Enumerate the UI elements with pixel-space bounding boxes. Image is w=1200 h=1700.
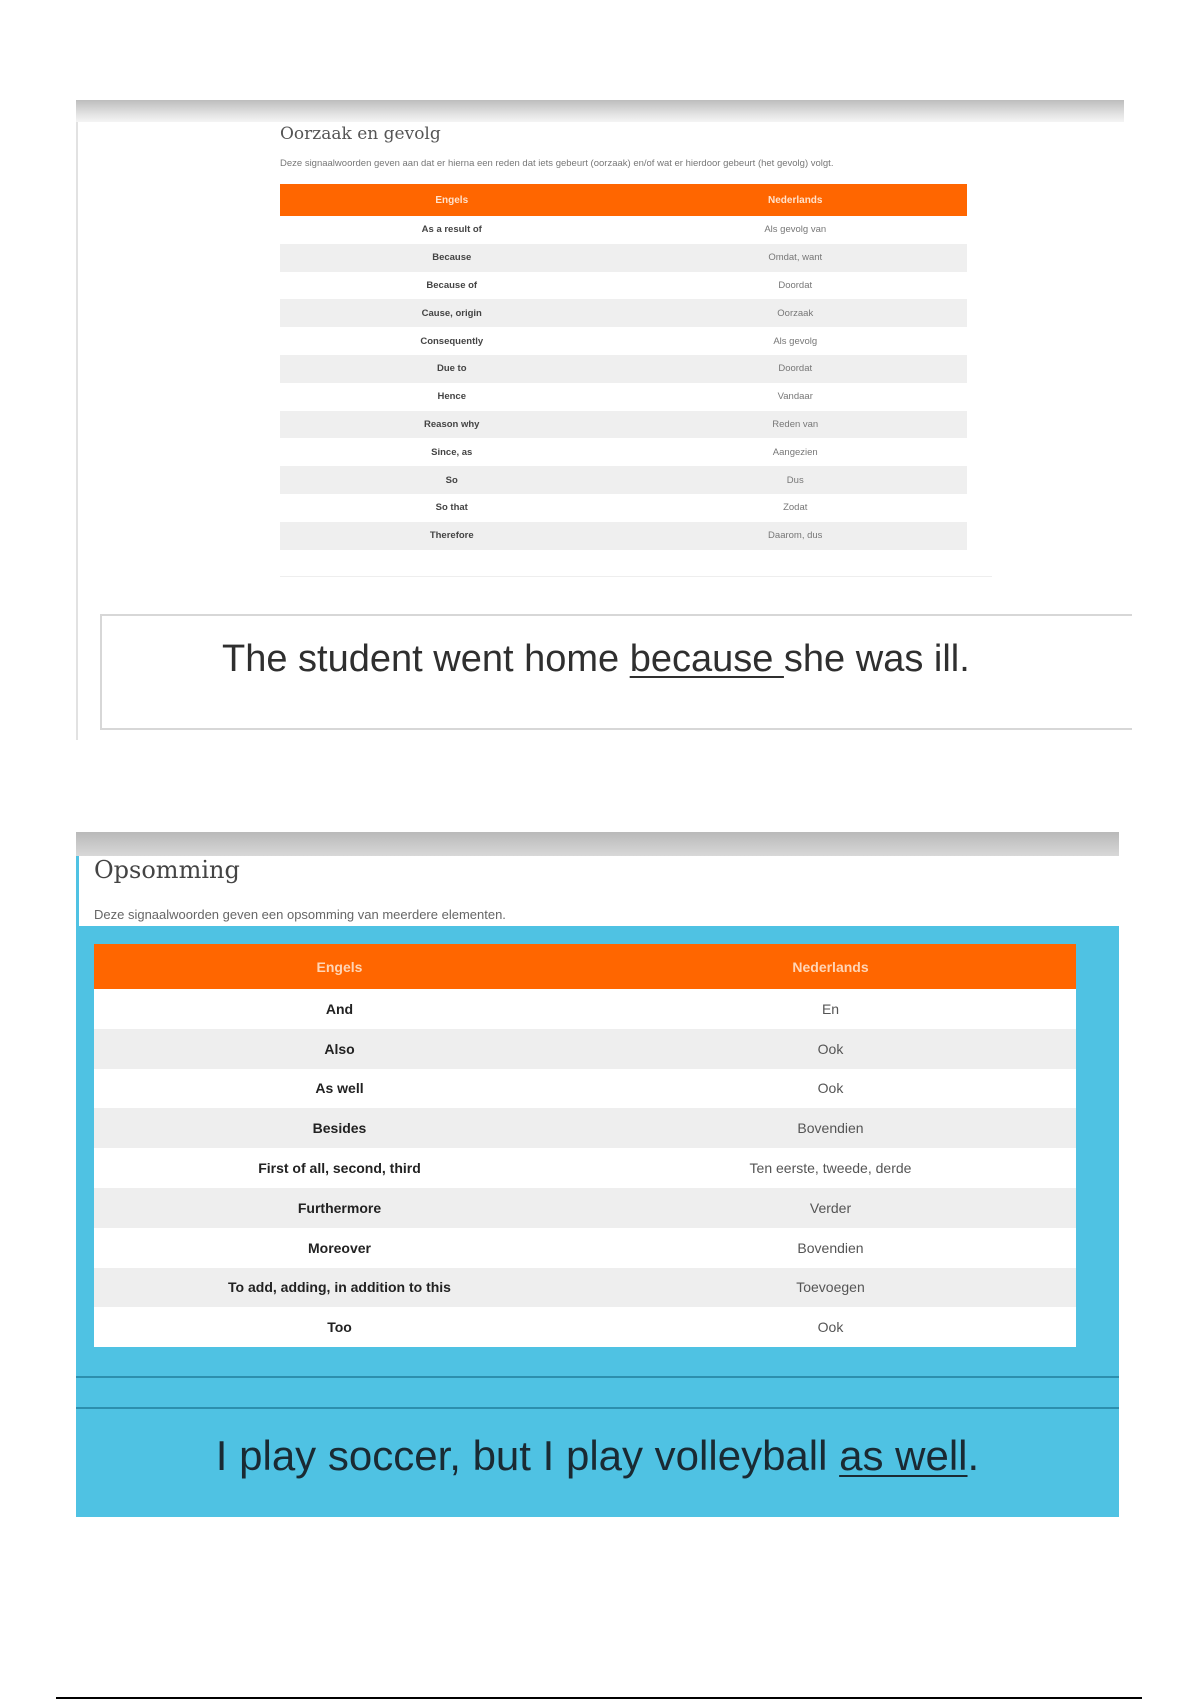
english-term: Because — [280, 244, 624, 272]
example-text-after: . — [967, 1432, 980, 1479]
header-english: Engels — [94, 944, 585, 989]
header-dutch: Nederlands — [585, 944, 1076, 989]
table-row — [280, 494, 967, 522]
dutch-term: Vandaar — [777, 391, 813, 403]
table-row — [280, 466, 967, 494]
dutch-term: Verder — [585, 1188, 1076, 1228]
dutch-term: Zodat — [783, 502, 808, 514]
example-text-before: The student went home — [222, 638, 630, 680]
dutch-term: Dus — [624, 466, 968, 494]
english-term: And — [94, 989, 585, 1029]
english-term: So — [280, 466, 624, 494]
table-row — [94, 1029, 1076, 1069]
table-row — [94, 1148, 1076, 1188]
table-row — [280, 411, 967, 439]
section-description: Deze signaalwoorden geven een opsomming van meerdere elementen. — [94, 907, 506, 922]
dutch-term: Doordat — [624, 355, 968, 383]
signal-words-table — [94, 944, 1076, 1347]
english-term: Therefore — [280, 522, 624, 550]
dutch-term: Daarom, dus — [624, 522, 968, 550]
table-row — [280, 272, 967, 300]
english-term: Reason why — [280, 411, 624, 439]
table-row — [280, 244, 967, 272]
example-signal-word: as well — [839, 1432, 968, 1479]
divider — [76, 1376, 1119, 1378]
dutch-term: Omdat, want — [624, 244, 968, 272]
table-row — [280, 383, 967, 411]
table-row — [94, 1268, 1076, 1308]
section-description: Deze signaalwoorden geven aan dat er hierna een reden dat iets gebeurt (oorzaak) en/of wat er hierdoor gebeurt (het gevolg) volgt. — [280, 158, 834, 169]
dutch-term: Doordat — [778, 279, 813, 291]
section-title: Opsomming — [94, 856, 240, 884]
card-left-border — [76, 122, 78, 740]
example-box — [100, 614, 1132, 730]
dutch-term: Bovendien — [585, 1228, 1076, 1268]
dutch-term: Toevoegen — [585, 1268, 1076, 1308]
example-signal-word: because — [629, 638, 784, 680]
english-term: Cause, origin — [280, 299, 624, 327]
page-footer-rule — [56, 1697, 1142, 1699]
table-header-row — [280, 184, 967, 216]
card-top-bar — [76, 832, 1119, 856]
dutch-term: Aangezien — [772, 446, 818, 458]
english-term: Hence — [437, 391, 466, 403]
card-top-bar — [76, 100, 1124, 122]
table-row — [94, 1188, 1076, 1228]
table-row — [94, 1108, 1076, 1148]
divider — [280, 576, 992, 577]
english-term: Due to — [280, 355, 624, 383]
english-term: Because of — [426, 279, 478, 291]
cause-effect-card — [76, 100, 1124, 740]
divider — [76, 1407, 1119, 1409]
dutch-term: Ook — [585, 1069, 1076, 1109]
dutch-term: Oorzaak — [624, 299, 968, 327]
english-term: First of all, second, third — [94, 1148, 585, 1188]
signal-words-table — [280, 184, 967, 550]
dutch-term: Ten eerste, tweede, derde — [585, 1148, 1076, 1188]
english-term: Moreover — [94, 1228, 585, 1268]
table-row — [280, 216, 967, 244]
section-title: Oorzaak en gevolg — [280, 124, 441, 144]
example-text-before: I play soccer, but I play volleyball — [215, 1432, 840, 1479]
card-left-accent — [76, 856, 79, 926]
english-term: Furthermore — [94, 1188, 585, 1228]
table-row — [280, 438, 967, 466]
example-text-after: she was ill. — [783, 638, 970, 680]
table-row — [94, 1069, 1076, 1109]
english-term: So that — [435, 502, 468, 514]
dutch-term: Ook — [585, 1029, 1076, 1069]
table-row — [94, 989, 1076, 1029]
table-header-row — [94, 944, 1076, 989]
english-term: Too — [94, 1307, 585, 1347]
table-row — [280, 299, 967, 327]
table-row — [94, 1228, 1076, 1268]
english-term: As a result of — [421, 224, 482, 236]
enumeration-card — [76, 832, 1119, 1517]
dutch-term: Reden van — [624, 411, 968, 439]
english-term: To add, adding, in addition to this — [94, 1268, 585, 1308]
table-row — [280, 522, 967, 550]
table-row — [280, 327, 967, 355]
dutch-term: Als gevolg van — [764, 224, 827, 236]
dutch-term: En — [585, 989, 1076, 1029]
example-sentence — [76, 1432, 1119, 1480]
english-term: Also — [94, 1029, 585, 1069]
english-term: As well — [94, 1069, 585, 1109]
english-term: Consequently — [420, 335, 484, 347]
table-row — [280, 355, 967, 383]
dutch-term: Als gevolg — [773, 335, 818, 347]
header-dutch: Nederlands — [624, 184, 968, 216]
table-row — [94, 1307, 1076, 1347]
header-english: Engels — [280, 184, 624, 216]
english-term: Since, as — [431, 446, 473, 458]
dutch-term: Ook — [585, 1307, 1076, 1347]
dutch-term: Bovendien — [585, 1108, 1076, 1148]
english-term: Besides — [94, 1108, 585, 1148]
example-sentence — [222, 638, 970, 681]
